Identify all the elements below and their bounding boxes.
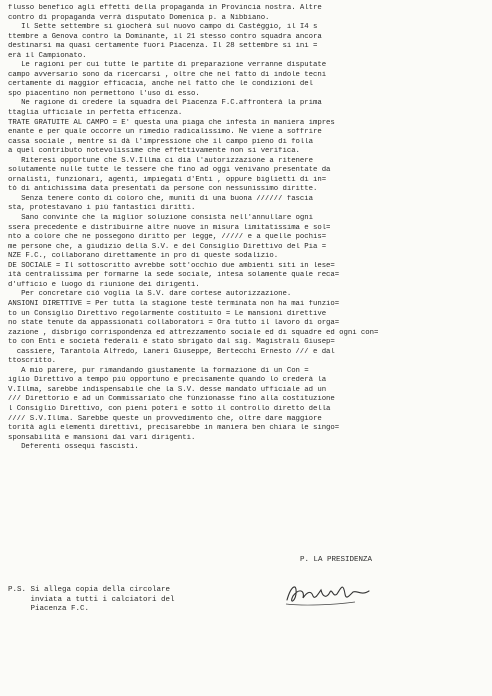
text-line: Ne ragione di credere la squadra del Piacenza F.C.affronterà la prima bbox=[8, 99, 322, 108]
text-line: DE SOCIALE = Il sottoscritto avrebbe sott'occhio due ambienti siti in lese= bbox=[8, 261, 335, 270]
text-line: torità agli elementi direttivi, precisarebbe in maniera ben chiara le singo= bbox=[8, 424, 340, 433]
text-line: zazione , disbrigo corrispondenza ed attrezzamento sociale ed di squadre ed ogni con= bbox=[8, 328, 379, 337]
text-line: flusso benefico agli effetti della propaganda in Provincia nostra. Altre bbox=[8, 4, 322, 12]
text-line: ttoscritto. bbox=[8, 357, 56, 366]
text-line: V.Illma, sarebbe indispensabile che la S.V. desse mandato ufficiale ad un bbox=[8, 385, 327, 394]
text-line: to un Consiglio Direttivo regolarmente costituito = Le mansioni direttive bbox=[8, 309, 327, 318]
handwritten-signature bbox=[283, 576, 373, 610]
postscript-line: inviata a tutti i calciatori del bbox=[8, 595, 175, 604]
postscript-line: Piacenza F.C. bbox=[8, 605, 90, 614]
text-line: erà il Campionato. bbox=[8, 51, 87, 60]
text-line: l Consiglio Direttivo, con pieni poteri e sotto il controllo diretto della bbox=[8, 404, 331, 413]
text-line: ANSIONI DIRETTIVE = Per tutta la stagione testè terminata non ha mai funzio= bbox=[8, 299, 340, 308]
text-line: ità centralissima per formarne la sede sociale, intesa solamente quale reca= bbox=[8, 271, 340, 280]
postscript-line: P.S. Si allega copia della circolare bbox=[8, 586, 171, 594]
text-line: Per concretare ciò voglia la S.V. dare cortese autorizzazione. bbox=[8, 290, 292, 299]
text-line: tò di antichissima data presentati da persone con nessunissimo diritte. bbox=[8, 185, 318, 194]
text-line: a quel contributo notevolissime che effettivamente non si verifica. bbox=[8, 147, 300, 156]
letter-body bbox=[8, 4, 486, 453]
text-line: Senza tenere conto di coloro che, muniti di una buona ////// fascia bbox=[8, 194, 313, 203]
text-line: ttaglia ufficiale in perfetta efficenza. bbox=[8, 109, 183, 118]
text-line: A mio parere, pur rimandando giustamente la formazione di un Con = bbox=[8, 366, 309, 375]
text-line: Riteresi opportune che S.V.Illma ci dia l'autorizzazione a ritenere bbox=[8, 156, 313, 165]
text-line: ssera precedente e distribuirne altre nuove in misura limitatissima e sol= bbox=[8, 223, 331, 232]
text-line: d'ufficio e luogo di riunione dei dirigenti. bbox=[8, 280, 200, 289]
text-line: me persone che, a giudizio della S.V. e del Consiglio Direttivo del Pia = bbox=[8, 242, 327, 251]
text-line: Le ragioni per cui tutte le partite di preparazione verranne disputate bbox=[8, 61, 327, 70]
text-line: ttembre a Genova contro la Dominante, il 21 stesso contro squadra ancora bbox=[8, 32, 322, 41]
postscript bbox=[8, 586, 175, 615]
text-line: Il Sette settembre si giocherà sul nuovo campo di Castéggio, il I4 s bbox=[8, 23, 318, 32]
text-line: Deferenti ossequi fascisti. bbox=[8, 443, 139, 452]
text-line: cassiere, Tarantola Alfredo, Laneri Giuseppe, Bertecchi Ernesto /// e dal bbox=[8, 347, 335, 356]
text-line: destinarsi ma quasi certamente fuori Piacenza. Il 28 settembre si ini = bbox=[8, 42, 318, 51]
text-line: Sano convinte che la miglior soluzione consista nell'annullare ogni bbox=[8, 214, 313, 223]
text-line: TRATE GRATUITE AL CAMPO = E' questa una piaga che infesta in maniera impres bbox=[8, 118, 335, 127]
text-line: campo avversario sono da ricercarsi , oltre che nel fatto di indole tecni bbox=[8, 70, 327, 79]
text-line: certamente di maggior efficacia, anche nel fatto che le condizioni del bbox=[8, 80, 313, 89]
text-line: spo piacentino non permettono l'uso di esso. bbox=[8, 89, 200, 98]
text-line: to con Enti e società federali è stato sbrigato dal sig. Magistrali Giusep= bbox=[8, 338, 335, 347]
closing-presidenza: P. LA PRESIDENZA bbox=[300, 556, 373, 564]
text-line: contro di propaganda verrà disputato Domenica p. a Nibbiano. bbox=[8, 13, 270, 22]
text-line: enante e per quale occorre un rimedio radicalissimo. Ne viene a soffrire bbox=[8, 128, 322, 137]
text-line: ornalisti, funzionari, agenti, impiegati d'Enti , oppure biglietti di in= bbox=[8, 175, 327, 184]
text-line: nto a colore che ne possegono diritto per legge, ///// e a quelle pochis= bbox=[8, 233, 327, 242]
text-line: solutamente nulle tutte le tessere che fino ad oggi venivano presentate da bbox=[8, 166, 331, 175]
text-line: /// Direttorio e ad un Commissariato che fùnzionasse fino alla costituzione bbox=[8, 395, 335, 404]
text-line: sponsabilità e mansioni dai vari dirigenti. bbox=[8, 433, 196, 442]
text-line: sta, protestavano i più fantastici diritti. bbox=[8, 204, 196, 213]
text-line: no state tenute da appassionati collaboratori = Ora tutto il lavoro di orga= bbox=[8, 319, 340, 328]
text-line: iglio Direttivo a tempo più opportuno e precisamente quando lo crederà la bbox=[8, 376, 327, 385]
text-line: NZE F.C., collaborano direttamente in pro di queste sodalizio. bbox=[8, 252, 279, 261]
text-line: //// S.V.Illma. Sarebbe queste un provvedimento che, oltre dare maggiore bbox=[8, 414, 322, 423]
text-line: cassa sociale , mentre si dà l'impressione che il campo pieno di folla bbox=[8, 137, 313, 146]
